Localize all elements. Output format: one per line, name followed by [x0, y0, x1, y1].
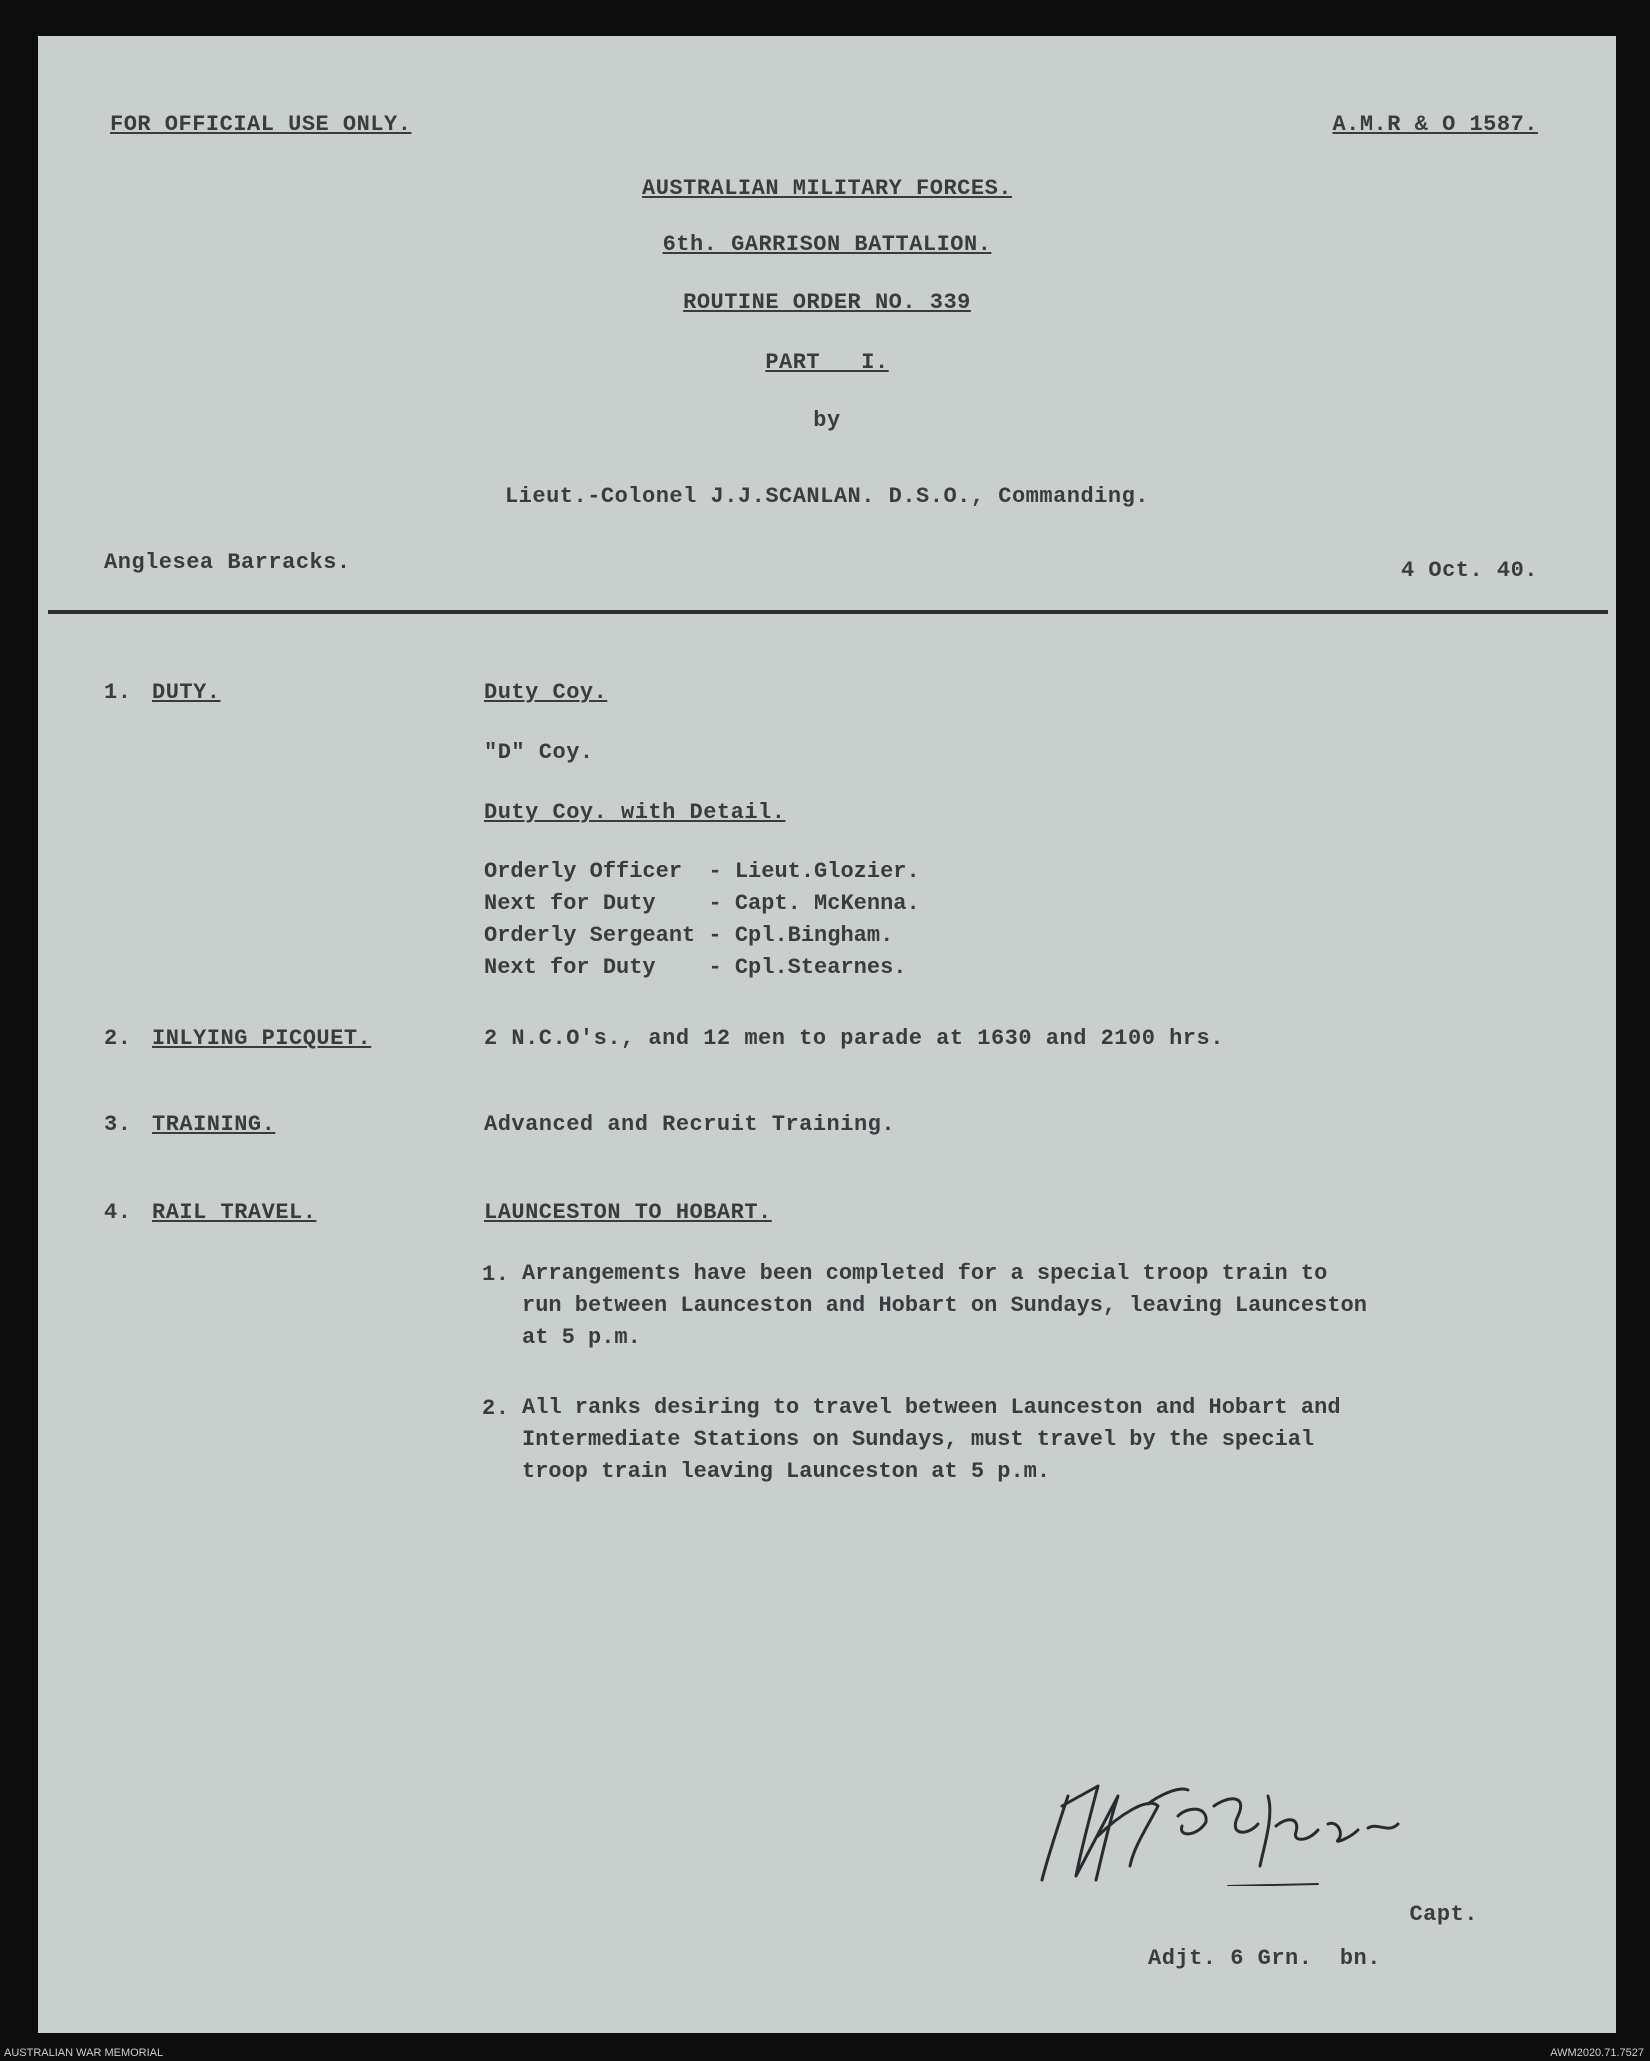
- duty-detail-row: Orderly Sergeant - Cpl.Bingham.: [484, 923, 894, 948]
- picquet-text: 2 N.C.O's., and 12 men to parade at 1630 and 2100 hrs.: [484, 1026, 1224, 1051]
- rail-para-2: All ranks desiring to travel between Launceston and Hobart and Intermediate Stations on Sundays, must travel by the special troop train leaving Launceston at 5 p.m.: [522, 1395, 1341, 1484]
- rail-heading: LAUNCESTON TO HOBART.: [484, 1200, 772, 1225]
- duty-detail-row: Orderly Officer - Lieut.Glozier.: [484, 859, 920, 884]
- item-2-title: INLYING PICQUET.: [152, 1026, 372, 1051]
- duty-coy-value: "D" Coy.: [484, 740, 594, 765]
- commander-line: Lieut.-Colonel J.J.SCANLAN. D.S.O., Commanding.: [504, 484, 1149, 509]
- item-1-number: 1.: [104, 680, 132, 705]
- footer-archive-name: AUSTRALIAN WAR MEMORIAL: [4, 2047, 164, 2059]
- duty-detail-list: [484, 856, 920, 984]
- rail-para-1: Arrangements have been completed for a special troop train to run between Launceston and Hobart on Sundays, leaving Launceston at 5 p.m.: [522, 1261, 1367, 1350]
- by-label: by: [813, 408, 841, 433]
- place-label: Anglesea Barracks.: [104, 550, 351, 575]
- rail-para-1-number: 1.: [482, 1262, 510, 1287]
- form-reference: A.M.R & O 1587.: [1332, 112, 1538, 137]
- duty-detail-row: Next for Duty - Cpl.Stearnes.: [484, 955, 907, 980]
- signature-appointment: Adjt. 6 Grn. bn.: [1148, 1946, 1381, 1971]
- rail-para-2-number: 2.: [482, 1396, 510, 1421]
- training-text: Advanced and Recruit Training.: [484, 1112, 896, 1137]
- item-1-title: DUTY.: [152, 680, 221, 705]
- handwritten-signature: [1038, 1776, 1558, 1886]
- unit-heading: 6th. GARRISON BATTALION.: [662, 232, 992, 257]
- item-3-number: 3.: [104, 1112, 132, 1137]
- document-page: [38, 36, 1616, 2033]
- date-label: 4 Oct. 40.: [1400, 558, 1538, 583]
- duty-detail-row: Next for Duty - Capt. McKenna.: [484, 891, 920, 916]
- signature-rank: Capt.: [1409, 1902, 1478, 1927]
- item-4-title: RAIL TRAVEL.: [152, 1200, 317, 1225]
- duty-coy-heading: Duty Coy.: [484, 680, 608, 705]
- part-heading: PART I.: [765, 350, 889, 375]
- header-divider: [48, 610, 1608, 614]
- item-3-title: TRAINING.: [152, 1112, 276, 1137]
- org-heading: AUSTRALIAN MILITARY FORCES.: [642, 176, 1012, 201]
- classification-label: FOR OFFICIAL USE ONLY.: [110, 112, 412, 137]
- footer-reference: AWM2020.71.7527: [1550, 2047, 1644, 2059]
- item-2-number: 2.: [104, 1026, 132, 1051]
- order-number: ROUTINE ORDER NO. 339: [683, 290, 971, 315]
- duty-detail-heading: Duty Coy. with Detail.: [484, 800, 786, 825]
- item-4-number: 4.: [104, 1200, 132, 1225]
